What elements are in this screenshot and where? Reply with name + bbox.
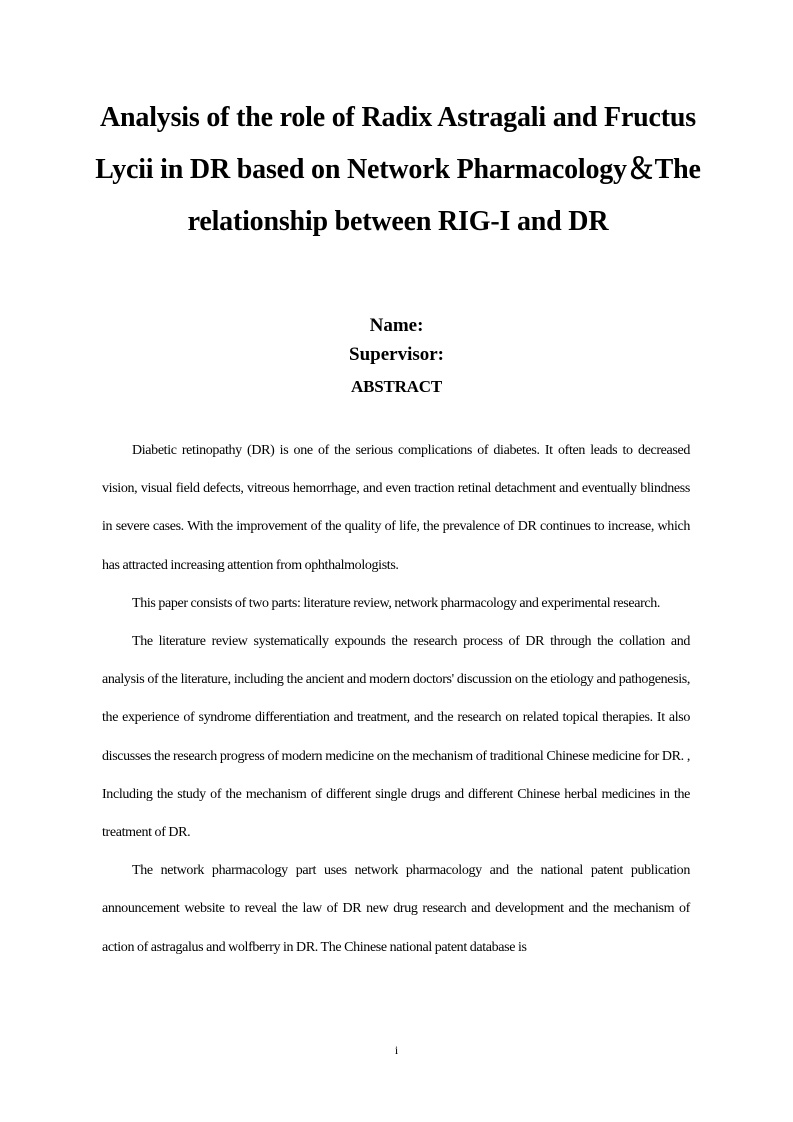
author-name-label: Name:: [369, 315, 424, 336]
page-number: i: [394, 1043, 399, 1057]
abstract-paragraph: The network pharmacology part uses network pharmacology and the national patent publication announcement website to reveal the law of DR new drug research and development and the mechanism of action of astragalus and wolfberry in DR. The Chinese national patent database is: [102, 863, 690, 955]
abstract-paragraph: This paper consists of two parts: literature review, network pharmacology and experimental research.: [132, 595, 661, 611]
abstract-paragraph: Diabetic retinopathy (DR) is one of the serious complications of diabetes. It often leads to decreased vision, visual field defects, vitreous hemorrhage, and even traction retinal detachment and eventually blindness in severe cases. With the improvement of the quality of life, the prevalence of DR continues to increase, which has attracted increasing attention from ophthalmologists.: [102, 443, 690, 573]
document-title: Analysis of the role of Radix Astragali and Fructus Lycii in DR based on Network Pharmacology＆The relationship between RIG-I and DR: [95, 102, 701, 237]
supervisor-label: Supervisor:: [349, 344, 444, 365]
abstract-paragraph: The literature review systematically expounds the research process of DR through the collation and analysis of the literature, including the ancient and modern doctors' discussion on the etiology and pathogenesis, the experience of syndrome differentiation and treatment, and the research on related topical therapies. It also discusses the research progress of modern medicine on the mechanism of traditional Chinese medicine for DR. , Including the study of the mechanism of different single drugs and different Chinese herbal medicines in the treatment of DR.: [102, 634, 690, 841]
abstract-body: [102, 432, 690, 967]
abstract-heading: ABSTRACT: [351, 377, 442, 396]
